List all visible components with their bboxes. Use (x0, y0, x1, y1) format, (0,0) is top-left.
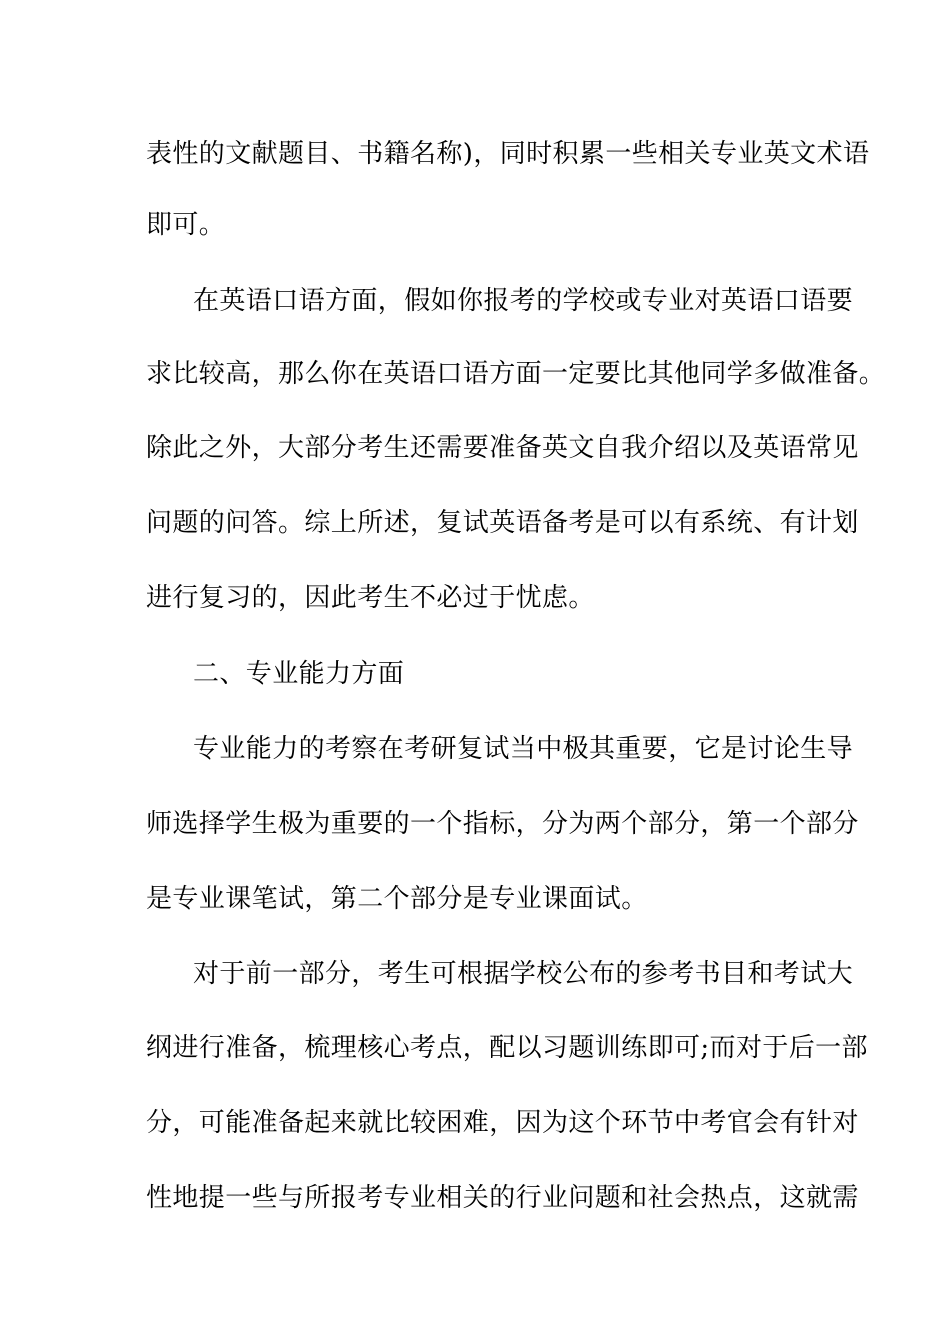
text-line: 即可。 (146, 210, 226, 240)
text-line: 表性的文献题目、书籍名称)，同时积累一些相关专业英文术语 (146, 139, 870, 169)
text-line: 师选择学生极为重要的一个指标，分为两个部分，第一个部分 (146, 809, 859, 839)
paragraph-first-line: 专业能力的考察在考研复试当中极其重要，它是讨论生导 (193, 734, 854, 764)
text-line: 求比较高，那么你在英语口语方面一定要比其他同学多做准备。 (146, 359, 886, 389)
text-line: 分，可能准备起来就比较困难，因为这个环节中考官会有针对 (146, 1108, 859, 1138)
text-line: 性地提一些与所报考专业相关的行业问题和社会热点，这就需 (146, 1183, 859, 1213)
paragraph-first-line: 对于前一部分，考生可根据学校公布的参考书目和考试大 (193, 959, 854, 989)
text-line: 是专业课笔试，第二个部分是专业课面试。 (146, 884, 648, 914)
text-line: 进行复习的，因此考生不必过于忧虑。 (146, 583, 595, 613)
section-heading: 二、专业能力方面 (193, 659, 405, 689)
text-line: 问题的问答。综上所述，复试英语备考是可以有系统、有计划 (146, 508, 859, 538)
text-line: 纲进行准备，梳理核心考点，配以习题训练即可;而对于后一部 (146, 1033, 868, 1063)
text-line: 除此之外，大部分考生还需要准备英文自我介绍以及英语常见 (146, 433, 859, 463)
paragraph-first-line: 在英语口语方面，假如你报考的学校或专业对英语口语要 (193, 286, 854, 316)
